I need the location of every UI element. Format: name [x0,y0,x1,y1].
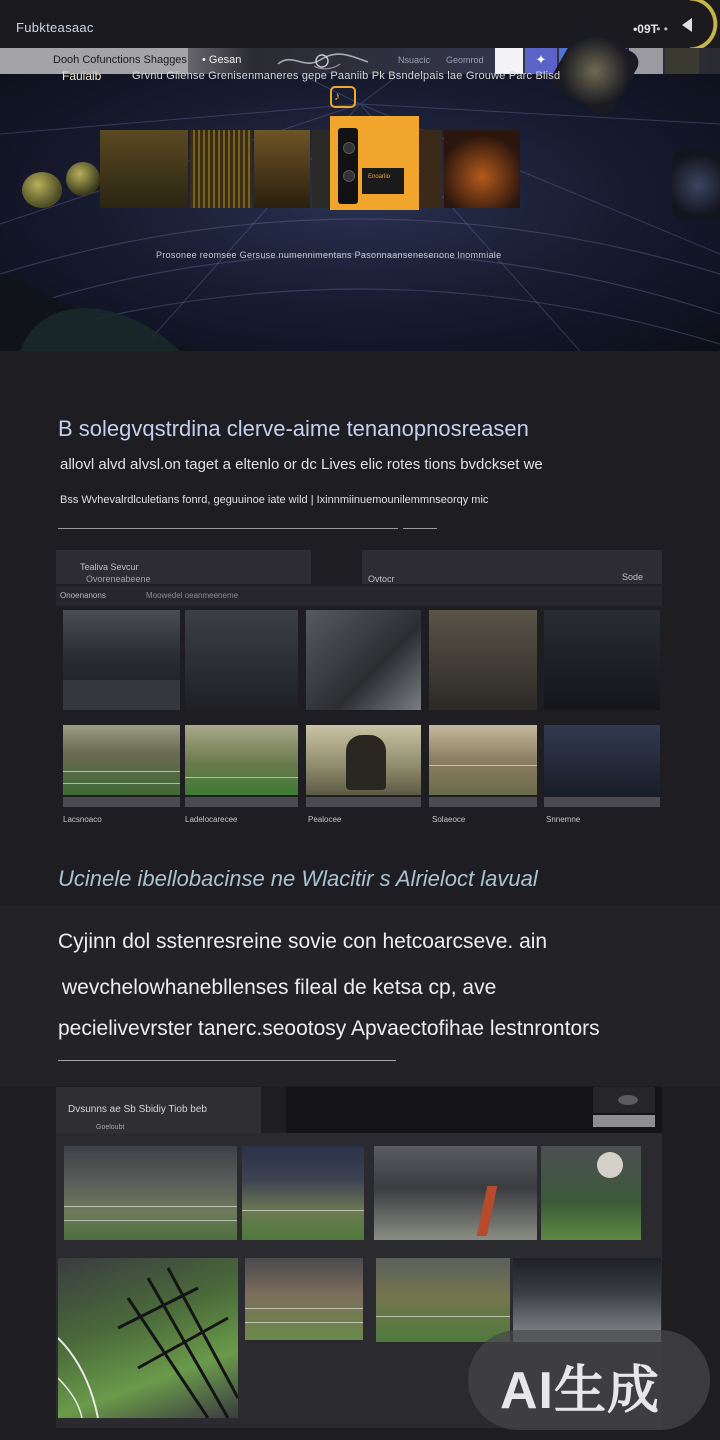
music-note-icon: ♪ [334,89,340,103]
section-2-text: Cyjinn dol sstenresreine sovie con hetcoarcseve. ain [58,930,548,953]
section-1-text: allovl alvd alvsl.on taget a eltenlo or dc Lives elic rotes tions bvdckset we [60,456,543,473]
section-1-subtext: Bss Wvhevalrdlculetians fonrd, geguuinoe iate wild | Ixinnmiinuemounilemmnseorqy mic [60,494,489,506]
hero-tagline: Grvnu Gliense Grenisenmaneres gepe Paaniib Pk Bsndelpais lae Grouwe Parc Blisd [132,70,561,82]
toggle-icon[interactable] [618,1095,638,1105]
hero-thumb[interactable] [312,130,330,208]
divider [58,528,398,529]
gallery-thumbnail[interactable] [63,610,180,710]
nav-link-2[interactable]: Geomrod [446,55,484,65]
hero-thumb[interactable] [254,130,310,208]
gallery-1-toolbar-info: Moowedel oeanmeeneme [146,591,239,600]
hero-orb-decoration [66,162,100,196]
speaker-cone-icon [343,170,355,182]
speaker-image [338,128,358,204]
gallery-1-sort-label[interactable]: Sode [622,572,644,582]
gallery-1-subheading: Ovoreneabeene [86,574,151,584]
gallery-thumbnail[interactable] [429,610,537,710]
gallery-thumbnail[interactable] [429,725,537,795]
gallery-thumbnail[interactable] [306,725,421,795]
divider [403,528,437,529]
gallery-2-subheading: Goeloubt [96,1124,125,1131]
gallery-thumbnail[interactable] [544,725,660,795]
gallery-thumbnail[interactable] [64,1146,237,1240]
thumbnail-caption: Snnemne [546,815,581,824]
ai-watermark-text: AI生成 [500,1362,661,1420]
swirl-decoration-icon [690,0,720,48]
thumbnail-caption: Lacsnoaco [63,815,102,824]
section-2-text: pecielivevrster tanerc.seootosy Apvaectofihae lestnrontors [58,1017,600,1040]
thumbnail-progress-bar[interactable] [544,797,660,807]
thumbnail-caption: Pealocee [308,815,342,824]
gallery-thumbnail[interactable] [242,1146,364,1240]
gallery-1-toolbar-label[interactable]: Onoenanons [60,591,106,600]
gallery-thumbnail[interactable] [245,1258,363,1340]
divider [58,1060,396,1061]
gallery-thumbnail[interactable] [541,1146,641,1240]
gallery-2-control-bar[interactable] [593,1115,655,1127]
nav-search-link[interactable]: • Gesan [202,54,242,66]
thumbnail-caption: Solaeoce [432,815,466,824]
nav-logo-icon [274,50,374,72]
section-2-text: wevchelowhanebllenses fileal de ketsa cp, ave [62,976,497,999]
product-label-box [362,168,404,194]
gallery-thumbnail[interactable] [374,1146,537,1240]
gallery-thumbnail[interactable] [544,610,660,710]
hero-orb-decoration [22,172,62,208]
hero-image-strip [100,130,520,208]
gallery-thumbnail[interactable] [63,725,180,795]
hero-thumb[interactable] [100,130,188,208]
stage-spotlight-decoration [672,150,720,220]
thumbnail-caption: Ladelocarecee [185,815,238,824]
status-dots: • • [656,22,668,36]
thumbnail-progress-bar[interactable] [429,797,537,807]
hero-caption: Prosonee reomsee Gersuse numennimentans Pasonnaansenesenone lnommiale [156,250,502,260]
stadium-structure-image [58,1258,238,1418]
gallery-1-header-right [362,550,662,584]
gallery-thumbnail[interactable] [306,610,421,710]
section-2-title: Ucinele ibellobacinse ne Wlacitir s Alrieloct lavual [58,866,538,891]
nav-link-1[interactable]: Nsuacic [398,55,431,65]
speaker-cone-icon [343,142,355,154]
nav-home-link[interactable]: Dooh Cofunctions Shagges [53,54,187,66]
gallery-2-heading: Dvsunns ae Sb Sbidiy Tiob beb [68,1104,207,1115]
section-1-title: B solegvqstrdina clerve-aime tenanopnosreasen [58,416,529,441]
nav-swirl-button[interactable] [665,48,699,74]
product-label: Enoarlio [368,174,391,180]
gallery-thumbnail[interactable] [185,725,298,795]
hero-thumb[interactable] [444,130,520,208]
thumbnail-progress-bar[interactable] [63,797,180,807]
thumbnail-progress-bar[interactable] [306,797,421,807]
status-indicator: •09T [633,22,658,36]
hero-brand[interactable]: Fauiaib [62,69,102,83]
gallery-1-heading: Tealiva Sevcur [80,562,139,572]
hero-thumb[interactable] [190,130,252,208]
gallery-thumbnail[interactable] [58,1258,238,1418]
gallery-1-heading-right: Ovtocr [368,574,395,584]
thumbnail-progress-bar[interactable] [185,797,298,807]
play-icon: ✦ [535,52,547,67]
gallery-thumbnail[interactable] [185,610,298,710]
gallery-thumbnail[interactable] [376,1258,510,1342]
hero-thumb[interactable] [420,130,442,208]
site-title[interactable]: Fubkteasaac [16,20,94,35]
